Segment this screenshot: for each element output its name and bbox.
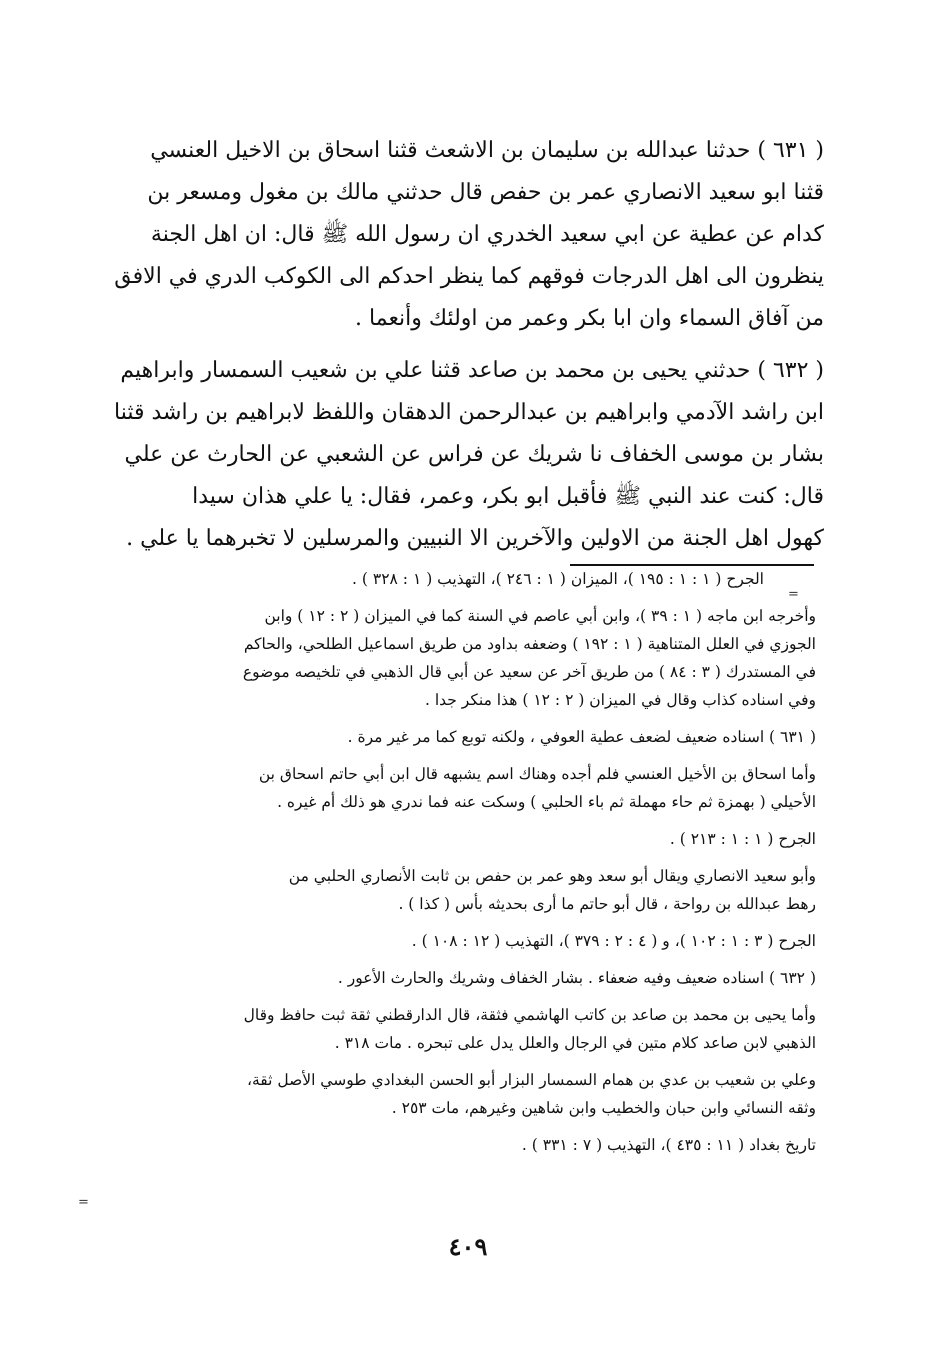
footnote-gap: [100, 992, 816, 1001]
footnote-line: في المستدرك ( ٣ : ٨٤ ) من طريق آخر عن سعيد عن أبي قال الذهبي في تلخيصه موضوع: [242, 663, 816, 681]
page-number: ٤٠٩: [448, 1232, 488, 1261]
footnote-line: ( ٦٣٢ ) اسناده ضعيف وفيه ضعفاء . بشار الخفاف وشريك والحارث الأعور .: [337, 969, 816, 987]
main-text-line: قثنا ابو سعيد الانصاري عمر بن حفص قال حدثني مالك بن مغول ومسعر بن: [147, 180, 824, 205]
paragraph-gap: [112, 340, 824, 350]
main-text: [112, 130, 824, 560]
main-text-line: ( ٦٣٢ ) حدثني يحيى بن محمد بن صاعد قثنا علي بن شعيب السمسار وابراهيم: [120, 358, 824, 383]
footnote-gap: [100, 593, 816, 602]
footnote-gap: [100, 714, 816, 723]
margin-mark-bottom: =: [78, 1195, 89, 1210]
footnote-line: وأبو سعيد الانصاري ويقال أبو سعد وهو عمر بن حفص بن ثابت الأنصاري الحلبي من: [288, 867, 816, 885]
footnote-line: الجرح ( ١ : ١ : ٢١٣ ) .: [669, 830, 816, 848]
main-text-line: قال: كنت عند النبي ﷺ فأقبل ابو بكر، وعمر، فقال: يا علي هذان سيدا: [192, 484, 824, 509]
footnote-line: وأما يحيى بن محمد بن صاعد بن كاتب الهاشمي فثقة، قال الدارقطني ثقة ثبت حافظ وقال: [243, 1006, 816, 1024]
main-text-line: كدام عن عطية عن ابي سعيد الخدري ان رسول الله ﷺ قال: ان اهل الجنة: [150, 222, 824, 247]
footnote-gap: [100, 1122, 816, 1131]
footnote-gap: [100, 955, 816, 964]
main-text-line: ( ٦٣١ ) حدثنا عبدالله بن سليمان بن الاشعث قثنا اسحاق بن الاخيل العنسي: [150, 138, 824, 163]
footnote-gap: [100, 816, 816, 825]
footnote-line: وثقه النسائي وابن حبان والخطيب وابن شاهين وغيرهم، مات ٢٥٣ .: [391, 1099, 816, 1117]
main-text-line: ينظرون الى اهل الدرجات فوقهم كما ينظر احدكم الى الكوكب الدري في الافق: [114, 264, 824, 289]
footnote-gap: [100, 853, 816, 862]
footnote-gap: [100, 918, 816, 927]
footnote-gap: [100, 1057, 816, 1066]
footnote-line: وأما اسحاق بن الأخيل العنسي فلم أجده وهناك اسم يشبهه قال ابن أبي حاتم اسحاق بن: [258, 765, 816, 783]
margin-mark-top: =: [788, 587, 799, 602]
footnote-line: الذهبي لابن صاعد كلام متين في الرجال والعلل يدل على تبحره . مات ٣١٨ .: [334, 1034, 816, 1052]
footnote-gap: [100, 751, 816, 760]
footnote-line: الجرح ( ١ : ١ : ١٩٥ )، الميزان ( ١ : ٢٤٦ )، التهذيب ( ١ : ٣٢٨ ) .: [352, 570, 764, 588]
main-text-line: بشار بن موسى الخفاف نا شريك عن فراس عن الشعبي عن الحارث عن علي: [124, 442, 824, 467]
footnote-line: وفي اسناده كذاب وقال في الميزان ( ٢ : ١٢ ) هذا منكر جدا .: [424, 691, 816, 709]
footnote-line: الجرح ( ٣ : ١ : ١٠٢ )، و ( ٤ : ٢ : ٣٧٩ )، التهذيب ( ١٢ : ١٠٨ ) .: [411, 932, 816, 950]
footnotes: [100, 565, 816, 1159]
main-text-line: ابن راشد الآدمي وابراهيم بن عبدالرحمن الدهقان واللفظ لابراهيم بن راشد قثنا: [114, 400, 824, 425]
main-text-line: من آفاق السماء وان ابا بكر وعمر من اولئك وأنعما .: [355, 306, 824, 331]
footnote-line: الجوزي في العلل المتناهية ( ١ : ١٩٢ ) وضعفه بداود من طريق اسماعيل الطلحي، والحاكم: [243, 635, 816, 653]
footnote-line: تاريخ بغداد ( ١١ : ٤٣٥ )، التهذيب ( ٧ : ٣٣١ ) .: [521, 1136, 816, 1154]
footnote-line: ( ٦٣١ ) اسناده ضعيف لضعف عطية العوفي ، ولكنه توبع كما مر غير مرة .: [347, 728, 816, 746]
footnote-line: رهط عبدالله بن رواحة ، قال أبو حاتم ما أرى بحديثه بأس ( كذا ) .: [398, 895, 816, 913]
footnote-line: وعلي بن شعيب بن عدي بن همام السمسار البزار أبو الحسن البغدادي طوسي الأصل ثقة،: [246, 1071, 816, 1089]
footnote-line: الأحيلي ( بهمزة ثم حاء مهملة ثم باء الحلبي ) وسكت عنه فما ندري هو ذلك أم غيره .: [277, 793, 816, 811]
main-text-line: كهول اهل الجنة من الاولين والآخرين الا النبيين والمرسلين لا تخبرهما يا علي .: [126, 526, 824, 551]
footnote-line: وأخرجه ابن ماجه ( ١ : ٣٩ )، وابن أبي عاصم في السنة كما في الميزان ( ٢ : ١٢ ) وابن: [264, 607, 816, 625]
